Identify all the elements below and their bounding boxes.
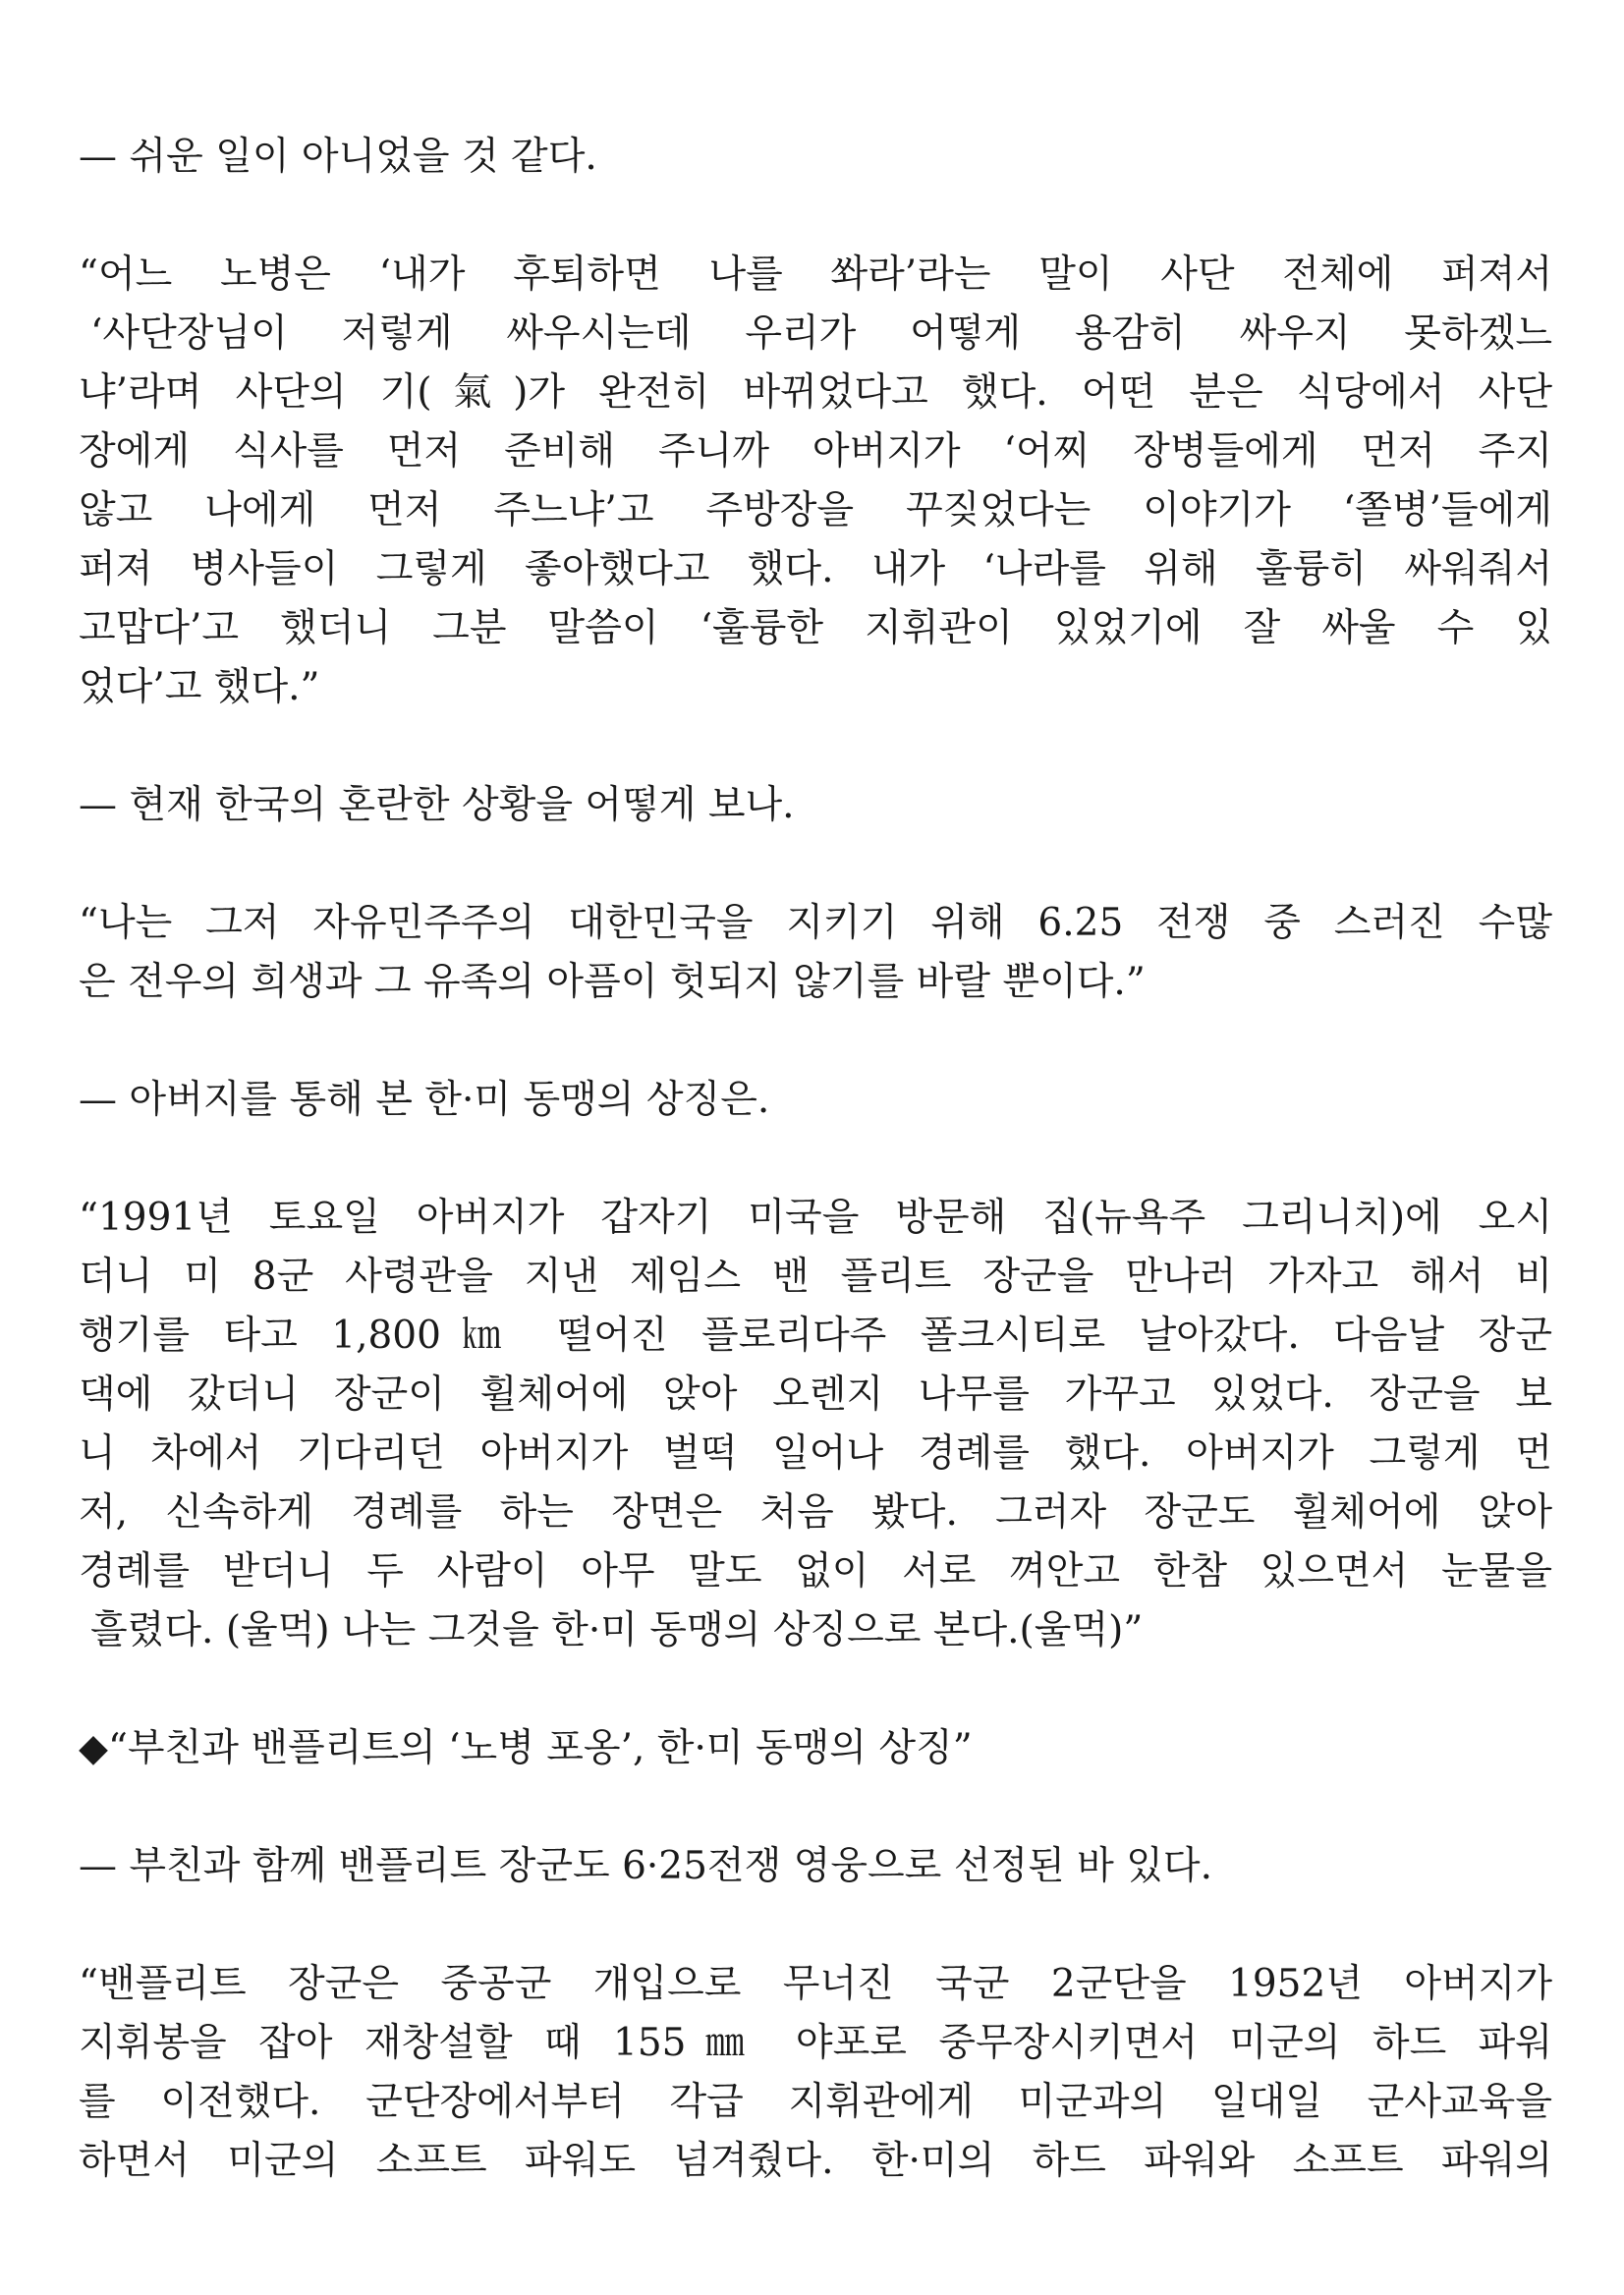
question-block xyxy=(79,776,1552,835)
answer-block xyxy=(79,246,1552,717)
paragraph-gap xyxy=(79,1778,1552,1837)
question-line: — 부친과 함께 밴플리트 장군도 6·25전쟁 영웅으로 선정된 바 있다. xyxy=(79,1844,1212,1888)
answer-line: 고맙다’고 했더니 그분 말씀이 ‘훌륭한 지휘관이 있었기에 잘 싸울 수 있 xyxy=(79,606,1552,650)
answer-line: 를 이전했다. 군단장에서부터 각급 지휘관에게 미군과의 일대일 군사교육을 xyxy=(79,2080,1552,2124)
answer-line: 니 차에서 기다리던 아버지가 벌떡 일어나 경례를 했다. 아버지가 그렇게 먼 xyxy=(79,1431,1552,1476)
answer-line: 경례를 받더니 두 사람이 아무 말도 없이 서로 껴안고 한참 있으면서 눈물을 xyxy=(79,1549,1552,1594)
answer-line: 장에게 식사를 먼저 준비해 주니까 아버지가 ‘어찌 장병들에게 먼저 주지 xyxy=(79,429,1552,474)
answer-line: 않고 나에게 먼저 주느냐’고 주방장을 꾸짖었다는 이야기가 ‘쫄병’들에게 xyxy=(79,488,1552,532)
answer-line: 은 전우의 희생과 그 유족의 아픔이 헛되지 않기를 바랄 뿐이다.” xyxy=(79,960,1146,1004)
question-line: — 아버지를 통해 본 한·미 동맹의 상징은. xyxy=(79,1078,770,1122)
section-heading xyxy=(79,1719,1552,1778)
answer-line: 퍼져 병사들이 그렇게 좋아했다고 했다. 내가 ‘나라를 위해 훌륭히 싸워줘서 xyxy=(79,547,1552,591)
paragraph-gap xyxy=(79,1896,1552,1955)
answer-line: 었다’고 했다.” xyxy=(79,665,320,709)
paragraph-gap xyxy=(79,835,1552,894)
question-block xyxy=(79,1837,1552,1896)
answer-line: 저, 신속하게 경례를 하는 장면은 처음 봤다. 그러자 장군도 휠체어에 앉아 xyxy=(79,1490,1552,1535)
answer-line: 지휘봉을 잡아 재창설할 때 155㎜ 야포로 중무장시키면서 미군의 하드 파워 xyxy=(79,2021,1552,2065)
paragraph-gap xyxy=(79,1012,1552,1071)
answer-line: 하면서 미군의 소프트 파워도 넘겨줬다. 한·미의 하드 파워와 소프트 파워의 xyxy=(79,2139,1552,2183)
heading-line: ◆“부친과 밴플리트의 ‘노병 포옹’, 한·미 동맹의 상징” xyxy=(79,1726,973,1770)
question-block xyxy=(79,128,1552,187)
document-page xyxy=(79,128,1552,2191)
question-line: — 쉬운 일이 아니었을 것 같다. xyxy=(79,135,597,179)
answer-line: 흘렸다. (울먹) 나는 그것을 한·미 동맹의 상징으로 본다.(울먹)” xyxy=(90,1608,1144,1652)
answer-line: ‘사단장님이 저렇게 싸우시는데 우리가 어떻게 용감히 싸우지 못하겠느 xyxy=(90,311,1552,356)
answer-line: 더니 미 8군 사령관을 지낸 제임스 밴 플리트 장군을 만나러 가자고 해서 비 xyxy=(79,1255,1552,1299)
answer-line: “밴플리트 장군은 중공군 개입으로 무너진 국군 2군단을 1952년 아버지가 xyxy=(79,1962,1552,2006)
answer-line: 행기를 타고 1,800㎞ 떨어진 플로리다주 폴크시티로 날아갔다. 다음날 장군 xyxy=(79,1314,1552,1358)
answer-block xyxy=(79,1189,1552,1660)
paragraph-gap xyxy=(79,1130,1552,1189)
answer-block xyxy=(79,894,1552,1012)
paragraph-gap xyxy=(79,187,1552,246)
answer-line: “나는 그저 자유민주주의 대한민국을 지키기 위해 6.25 전쟁 중 스러진 수많 xyxy=(79,901,1552,945)
question-line: — 현재 한국의 혼란한 상황을 어떻게 보나. xyxy=(79,783,795,827)
paragraph-gap xyxy=(79,1660,1552,1719)
question-block xyxy=(79,1071,1552,1130)
answer-block xyxy=(79,1955,1552,2191)
answer-line: “어느 노병은 ‘내가 후퇴하면 나를 쏴라’라는 말이 사단 전체에 퍼져서 xyxy=(79,252,1552,297)
paragraph-gap xyxy=(79,717,1552,776)
answer-line: “1991년 토요일 아버지가 갑자기 미국을 방문해 집(뉴욕주 그리니치)에 오시 xyxy=(79,1196,1552,1240)
answer-line: 댁에 갔더니 장군이 휠체어에 앉아 오렌지 나무를 가꾸고 있었다. 장군을 보 xyxy=(79,1372,1552,1417)
answer-line: 냐’라며 사단의 기(氣)가 완전히 바뀌었다고 했다. 어떤 분은 식당에서 사단 xyxy=(79,370,1552,415)
